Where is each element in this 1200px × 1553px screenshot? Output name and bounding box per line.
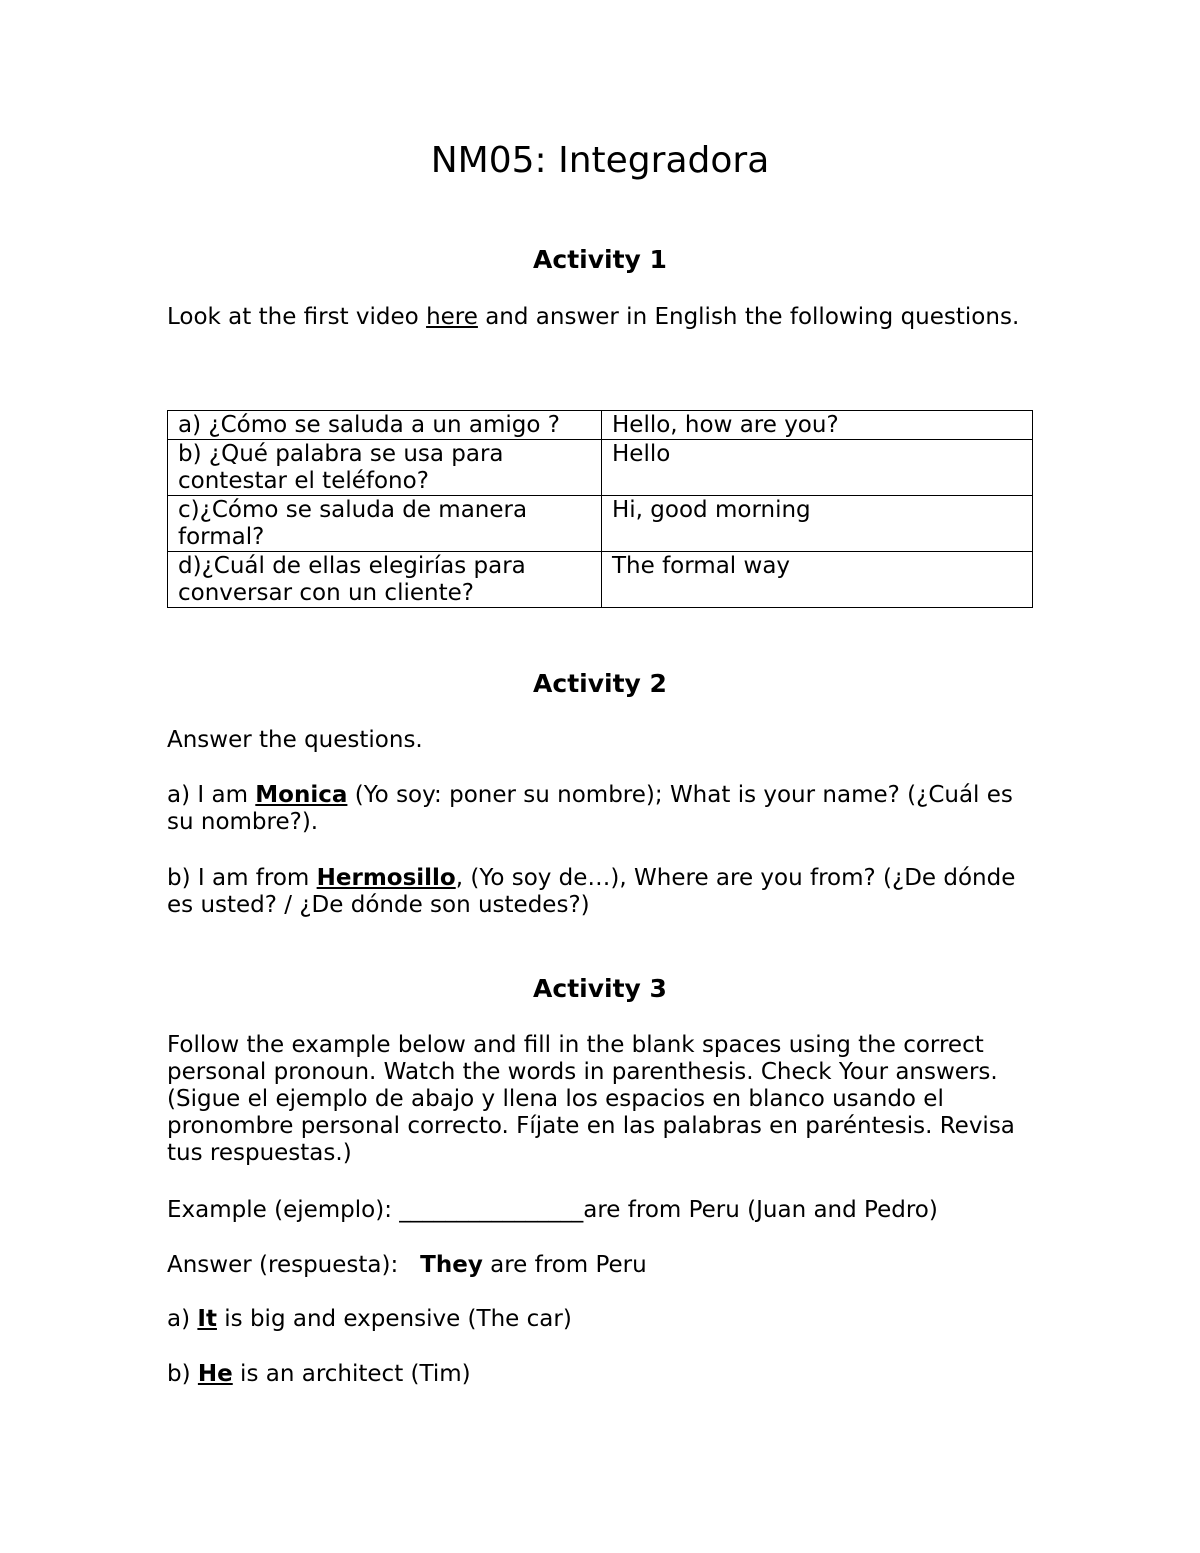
item-text: a) I am (167, 782, 256, 808)
answer-cell[interactable]: Hi, good morning (602, 496, 1033, 552)
answer-rest: are from Peru (482, 1252, 647, 1278)
activity-2-instruction: Answer the questions. (167, 727, 423, 753)
instruction-text-post: and answer in English the following questions. (477, 304, 1020, 330)
answer-cell[interactable]: Hello, how are you? (602, 411, 1033, 440)
pronoun-answer[interactable]: It (197, 1306, 217, 1332)
table-row (168, 496, 1033, 552)
document-title: NM05: Integradora (430, 140, 770, 181)
question-cell: d)¿Cuál de ellas elegirías para conversar con un cliente? (168, 552, 602, 608)
answer-word: They (420, 1252, 483, 1278)
activity-1-instruction (167, 304, 1037, 331)
example-blank: ________________ (399, 1197, 584, 1223)
item-text: is big and expensive (The car) (216, 1306, 572, 1332)
item-text: a) (167, 1306, 198, 1332)
item-text: b) I am from (167, 865, 317, 891)
item-text: , (Yo soy de…), Where are you from? (¿De dónde es usted? / ¿De dónde son ustedes?) (167, 865, 1016, 918)
example-rest: are from Peru (Juan and Pedro) (583, 1197, 938, 1223)
activity-3-item-a (167, 1306, 1037, 1333)
name-answer[interactable]: Monica (255, 782, 348, 808)
example-label: Example (ejemplo): (167, 1197, 400, 1223)
instruction-text-pre: Look at the first video (167, 304, 427, 330)
activity-3-instruction: Follow the example below and fill in the blank spaces using the correct personal pronoun. Watch the words in parenthesis. Check Your answers. (Sigue el ejemplo de abajo y llena los espacios en blanco usando el pronombre personal correcto. Fíjate en las palabras en paréntesis. Revisa tus respuestas.) (167, 1032, 1015, 1166)
answer-line (167, 1252, 1037, 1279)
video-link[interactable]: here (426, 304, 478, 330)
greetings-table (167, 410, 1033, 608)
answer-label: Answer (respuesta): (167, 1252, 421, 1278)
pronoun-answer[interactable]: He (197, 1361, 233, 1387)
item-text: (Yo soy: poner su nombre); What is your name? (¿Cuál es su nombre?). (167, 782, 1013, 835)
table-row (168, 440, 1033, 496)
activity-1-heading: Activity 1 (533, 245, 667, 274)
question-cell: b) ¿Qué palabra se usa para contestar el teléfono? (168, 440, 602, 496)
activity-2-heading: Activity 2 (533, 669, 667, 698)
answer-cell[interactable]: The formal way (602, 552, 1033, 608)
table-row (168, 411, 1033, 440)
question-cell: a) ¿Cómo se saluda a un amigo ? (168, 411, 602, 440)
answer-cell[interactable]: Hello (602, 440, 1033, 496)
table-row (168, 552, 1033, 608)
activity-2-item-a (167, 782, 1037, 836)
activity-2-item-b (167, 865, 1037, 919)
origin-answer[interactable]: Hermosillo (316, 865, 456, 891)
question-cell: c)¿Cómo se saluda de manera formal? (168, 496, 602, 552)
item-text: b) (167, 1361, 198, 1387)
activity-3-item-b (167, 1361, 1037, 1388)
example-line (167, 1197, 1037, 1224)
item-text: is an architect (Tim) (232, 1361, 471, 1387)
activity-3-heading: Activity 3 (533, 974, 667, 1003)
